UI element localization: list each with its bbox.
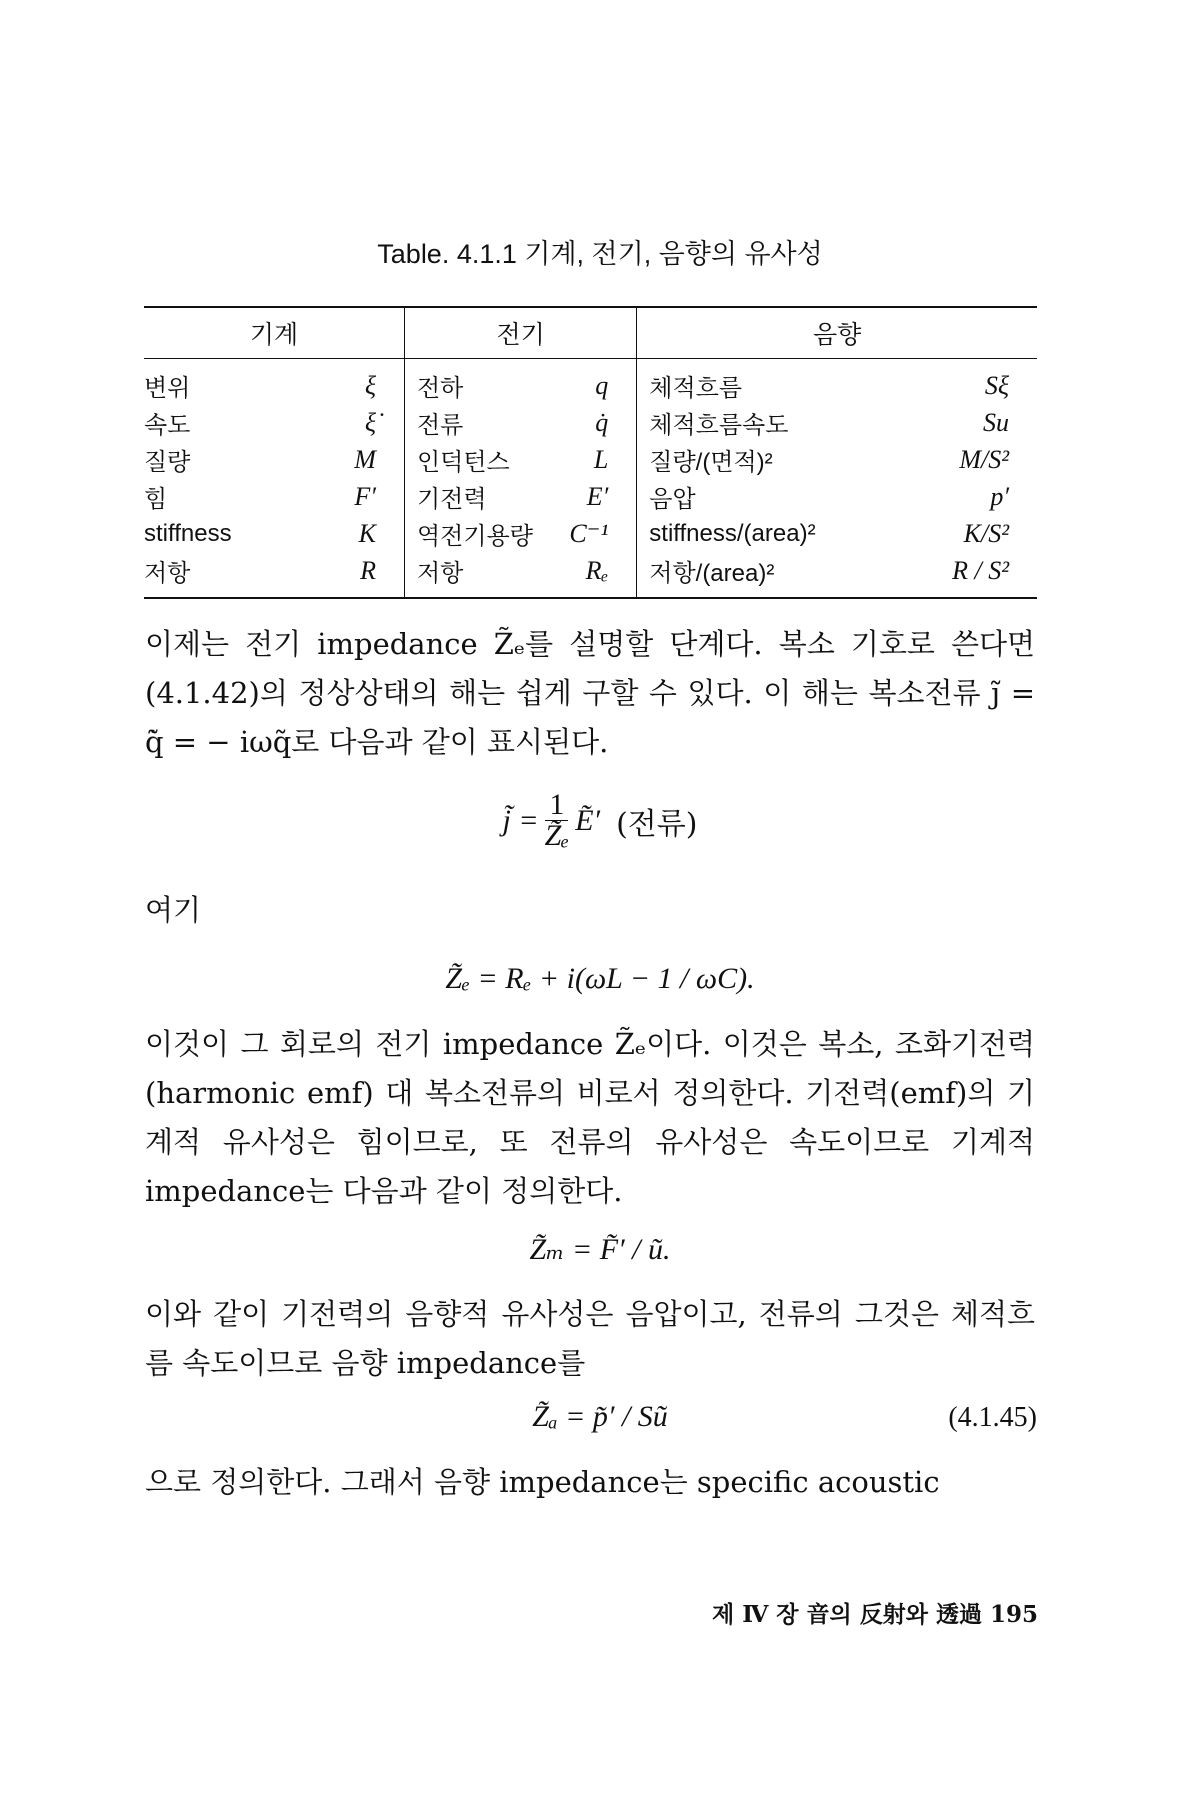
elec-symbol: Rₑ [585, 555, 609, 585]
acou-symbol: K/S² [963, 518, 1009, 548]
header-acoustic: 음향 [637, 307, 1037, 359]
mech-term: 저항 [144, 560, 191, 587]
mech-symbol: ξ [364, 370, 376, 400]
word-here: 여기 [145, 893, 202, 927]
mech-term: 속도 [144, 412, 191, 439]
elec-term: 기전력 [404, 478, 558, 515]
mech-symbol: K [358, 518, 376, 548]
paragraph-definition: 으로 정의한다. 그래서 음향 impedance는 specific acoustic [145, 1465, 940, 1499]
mech-term: 힘 [144, 486, 168, 513]
elec-symbol: L [593, 444, 609, 474]
equation-number: (4.1.45) [948, 1402, 1037, 1433]
acou-term: stiffness/(area)² [637, 515, 923, 552]
elec-symbol: q̇ [595, 407, 609, 437]
acou-term: 체적흐름 [637, 359, 923, 405]
header-electrical: 전기 [404, 307, 636, 359]
mech-term: 질량 [144, 449, 191, 476]
paragraph-electric-impedance: 이것이 그 회로의 전기 impedance Z̃ₑ이다. 이것은 복소, 조화기전력(harmonic emf) 대 복소전류의 비로서 정의한다. 기전력(emf)의 기계적 유사성은 힘이므로, 또 전류의 유사성은 속도이므로 기계적 impedance는 다음과 같이 정의한다. [145, 1027, 1035, 1208]
acou-symbol: R / S² [952, 555, 1009, 585]
eq1-fraction [545, 790, 570, 851]
mech-symbol: M [354, 444, 376, 474]
table-row [144, 552, 1037, 598]
table-row [144, 404, 1037, 441]
table-row [144, 441, 1037, 478]
mech-symbol: F′ [354, 481, 376, 511]
table-row [144, 478, 1037, 515]
mech-symbol: ξ̇ [364, 407, 376, 437]
elec-symbol: C⁻¹ [569, 518, 609, 548]
acou-symbol: Sξ [984, 370, 1009, 400]
analogy-table [144, 306, 1037, 599]
table-caption: Table. 4.1.1 기계, 전기, 음향의 유사성 [377, 239, 823, 269]
acou-term: 질량/(면적)² [637, 441, 923, 478]
acou-term: 체적흐름속도 [637, 404, 923, 441]
paragraph-acoustic: 이와 같이 기전력의 음향적 유사성은 음압이고, 전류의 그것은 체적흐름 속도이므로 음향 impedance를 [145, 1297, 1035, 1380]
elec-term: 전하 [404, 359, 558, 405]
paragraph-intro: 이제는 전기 impedance Z̃ₑ를 설명할 단계다. 복소 기호로 쓴다면 (4.1.42)의 정상상태의 해는 쉽게 구할 수 있다. 이 해는 복소전류 j̃ = q̃̇ = − iωq̃로 다음과 같이 표시된다. [145, 627, 1035, 759]
equation-impedance-mechanical: Z̃ₘ = F̃′ / ũ. [529, 1233, 671, 1266]
eq1-note: (전류) [616, 806, 698, 842]
acou-term: 저항/(area)² [637, 552, 923, 598]
acou-term: 음압 [637, 478, 923, 515]
elec-term: 전류 [404, 404, 558, 441]
elec-term: 인덕턴스 [404, 441, 558, 478]
acou-symbol: p′ [990, 481, 1009, 511]
eq1-numerator: 1 [545, 790, 568, 821]
equation-current [0, 790, 1200, 851]
header-mechanical: 기계 [144, 307, 404, 359]
mech-term: 변위 [144, 375, 191, 402]
elec-term: 역전기용량 [404, 515, 558, 552]
equation-impedance-electric: Z̃ₑ = Rₑ + i(ωL − 1 / ωC). [445, 962, 755, 995]
page-footer: 제 Ⅳ 장 音의 反射와 透過 195 [711, 1601, 1038, 1628]
mech-term: stiffness [144, 519, 232, 547]
table-row [144, 515, 1037, 552]
elec-symbol: q [595, 370, 609, 400]
acou-symbol: M/S² [959, 444, 1009, 474]
eq1-rhs: Ẽ′ [575, 803, 601, 837]
mech-symbol: R [360, 555, 376, 585]
equation-impedance-acoustic: Z̃ₐ = p̃′ / Sũ [532, 1400, 668, 1433]
acou-symbol: Su [983, 407, 1009, 437]
eq1-lhs: j̃ = [502, 803, 539, 837]
table-row [144, 359, 1037, 405]
elec-term: 저항 [404, 552, 558, 598]
elec-symbol: E′ [586, 481, 609, 511]
eq1-denominator: Z̃ₑ [544, 819, 570, 852]
